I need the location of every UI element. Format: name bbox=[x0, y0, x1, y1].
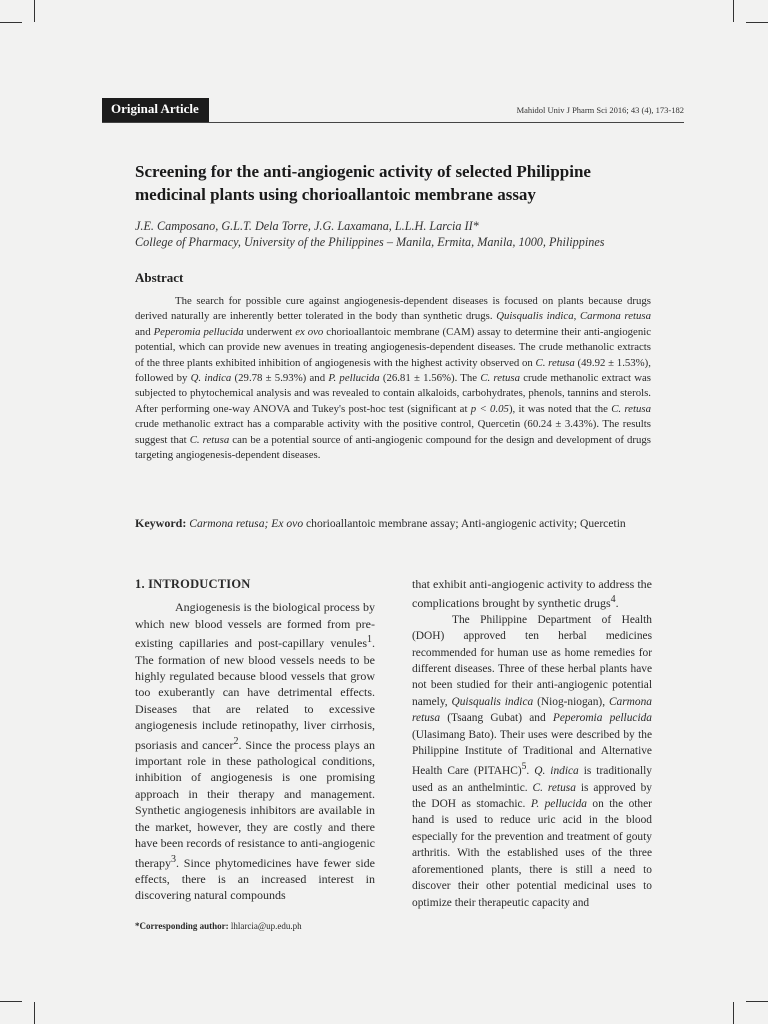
author-email[interactable]: lhlarcia@up.edu.ph bbox=[228, 921, 302, 931]
crop-mark bbox=[0, 22, 22, 23]
intro-paragraph: Angiogenesis is the biological process by which new blood vessels are formed from pre-existing capillaries and post-capillary venules$^1$. The formation of new blood vessels needs to be highly regulated because blood vessels that grow too exuberantly can have detrimental effects. Diseases that are related to excessive angiogenesis include retinopathy, liver cirrhosis, psoriasis and cancer$^2$. Since the process plays an important role in these pathological conditions, inhibition of angiogenesis is one promising approach in their therapy and management. Synthetic angiogenesis inhibitors are available in the market, however, they are costly and there have been records of resistance to anti-angiogenic therapy$^3$. Since phytomedicines have fewer side effects, there is an increased interest in discovering natural compounds bbox=[135, 600, 375, 903]
journal-citation: Mahidol Univ J Pharm Sci 2016; 43 (4), 173-182 bbox=[516, 105, 684, 115]
author-block bbox=[135, 218, 655, 250]
corresponding-author: *Corresponding author: lhlarcia@up.edu.ph bbox=[135, 921, 302, 931]
crop-mark bbox=[746, 22, 768, 23]
paper-title: Screening for the anti-angiogenic activity of selected Philippine medicinal plants using chorioallantoic membrane assay bbox=[135, 162, 591, 204]
intro-paragraph: The Philippine Department of Health (DOH) approved ten herbal medicines recommended for human use as home remedies for different diseases. Three of these herbal plants have not been studied for their anti-angiogenic potential namely, Quisqualis indica (Niog-niogan), Carmona retusa (Tsaang Gubat) and Peperomia pellucida (Ulasimang Bato). Their uses were described by the Philippine Institute of Traditional and Alternative Health Care (PITAHC)$^5$. Q. indica is traditionally used as an anthelmintic. C. retusa is approved by the DOH as stomachic. P. pellucida on the other hand is used to reduce uric acid in the blood especially for the prevention and treatment of gouty arthritis. With the established uses of the three aforementioned plants, there is still a need to discover their other potential medicinal uses to optimize their therapeutic capacity and bbox=[412, 613, 653, 909]
intro-left-column bbox=[135, 576, 375, 904]
keywords: Keyword: Carmona retusa; Ex ovo chorioallantoic membrane assay; Anti-angiogenic activity; Quercetin bbox=[135, 516, 626, 530]
section-heading: 1. INTRODUCTION bbox=[135, 577, 251, 591]
authors: J.E. Camposano, G.L.T. Dela Torre, J.G. Laxamana, L.L.H. Larcia II* bbox=[135, 219, 479, 233]
abstract-heading: Abstract bbox=[135, 270, 184, 285]
crop-mark bbox=[34, 0, 35, 22]
header-rule bbox=[102, 122, 684, 123]
crop-mark bbox=[34, 1002, 35, 1024]
article-type-badge: Original Article bbox=[102, 98, 209, 123]
intro-continuation: that exhibit anti-angiogenic activity to address the complications brought by synthetic drugs$^4$. bbox=[412, 577, 652, 611]
intro-right-column bbox=[412, 576, 652, 911]
abstract-body: The search for possible cure against angiogenesis-dependent diseases is focused on plants because drugs derived naturally are inherently better tolerated in the body than synthetic drugs. Quisqualis indica, Carmona retusa and Peperomia pellucida underwent ex ovo chorioallantoic membrane (CAM) assay to determine their anti-angiogenic potential, which can provide new avenues in treating angiogenesis-dependent diseases. The crude methanolic extracts of the three plants exhibited inhibition of angiogenesis with the highest activity observed on C. retusa (49.92 ± 1.53%), followed by Q. indica (29.78 ± 5.93%) and P. pellucida (26.81 ± 1.56%). The C. retusa crude methanolic extract was subjected to phytochemical analysis and was revealed to contain alkaloids, carbohydrates, phenols, tannins and sterols. After performing one-way ANOVA and Tukey's post-hoc test (significant at p < 0.05), it was noted that the C. retusa crude methanolic extract has a comparable activity with the positive control, Quercetin (60.24 ± 3.43%). The results suggest that C. retusa can be a potential source of anti-angiogenic compound for the design and development of drugs targeting angiogenesis-dependent diseases. bbox=[135, 295, 652, 462]
keyword-label: Keyword: bbox=[135, 516, 187, 530]
affiliation: College of Pharmacy, University of the Philippines – Manila, Ermita, Manila, 1000, Philippines bbox=[135, 235, 605, 249]
crop-mark bbox=[733, 1002, 734, 1024]
crop-mark bbox=[746, 1001, 768, 1002]
crop-mark bbox=[733, 0, 734, 22]
crop-mark bbox=[0, 1001, 22, 1002]
